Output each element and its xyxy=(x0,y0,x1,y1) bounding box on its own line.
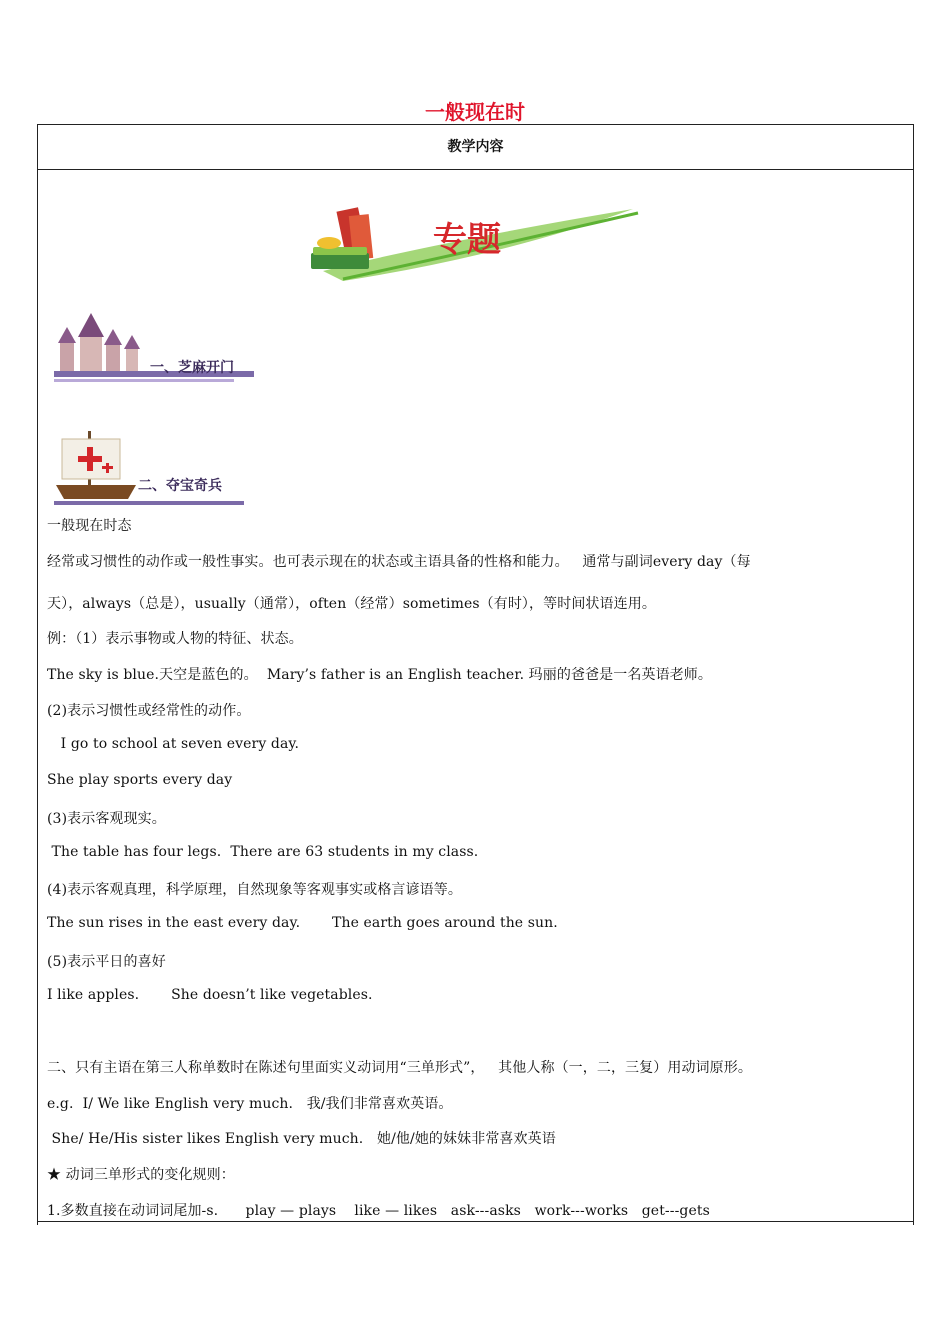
table-bottom-border xyxy=(38,1221,913,1222)
text-line: (5)表示平日的喜好 xyxy=(47,954,166,970)
table-header: 教学内容 xyxy=(38,125,913,170)
text-line: 例：（1）表示事物或人物的特征、状态。 xyxy=(47,631,303,647)
text-line: The table has four legs. There are 63 students in my class. xyxy=(47,844,479,860)
text-line: (3)表示客观现实。 xyxy=(47,811,166,827)
text-line: (2)表示习惯性或经常性的动作。 xyxy=(47,703,251,719)
text-line: I like apples. She doesn’t like vegetables. xyxy=(47,987,373,1003)
text-line: (4)表示客观真理，科学原理，自然现象等客观事实或格言谚语等。 xyxy=(47,882,462,898)
text-line: 1.多数直接在动词词尾加-s. play — plays like — likes ask---asks work---works get---gets xyxy=(47,1203,710,1219)
section-2-label: 二、夺宝奇兵 xyxy=(138,478,222,494)
text-line: 二、只有主语在第三人称单数时在陈述句里面实义动词用“三单形式”， 其他人称（一，二，三复）用动词原形。 xyxy=(47,1060,752,1076)
section-1-label: 一、芝麻开门 xyxy=(150,360,234,376)
text-line: ★ 动词三单形式的变化规则： xyxy=(47,1167,235,1183)
text-line: 经常或习惯性的动作或一般性事实。也可表示现在的状态或主语具备的性格和能力。 通常与副词every day（每 xyxy=(47,554,751,570)
text-line: 天），always（总是），usually（通常），often（经常）sometimes（有时），等时间状语连用。 xyxy=(47,596,656,612)
ship-icon xyxy=(50,425,260,509)
text-line: The sun rises in the east every day. The earth goes around the sun. xyxy=(47,915,558,931)
text-line: I go to school at seven every day. xyxy=(47,736,300,752)
text-line: e.g. I/ We like English very much. 我/我们非常喜欢英语。 xyxy=(47,1096,453,1112)
text-line: She/ He/His sister likes English very much. 她/他/她的妹妹非常喜欢英语 xyxy=(47,1131,556,1147)
doc-title: 一般现在时 xyxy=(425,100,525,124)
text-line: 一般现在时态 xyxy=(47,518,132,534)
castle-icon xyxy=(50,309,260,389)
topic-banner xyxy=(303,201,643,291)
cup-icon xyxy=(317,237,341,249)
text-line: She play sports every day xyxy=(47,772,233,788)
content-table xyxy=(37,124,914,1225)
text-line: The sky is blue.天空是蓝色的。 Mary’s father is an English teacher. 玛丽的爸爸是一名英语老师。 xyxy=(47,667,712,683)
banner-text: 专题 xyxy=(433,220,501,260)
